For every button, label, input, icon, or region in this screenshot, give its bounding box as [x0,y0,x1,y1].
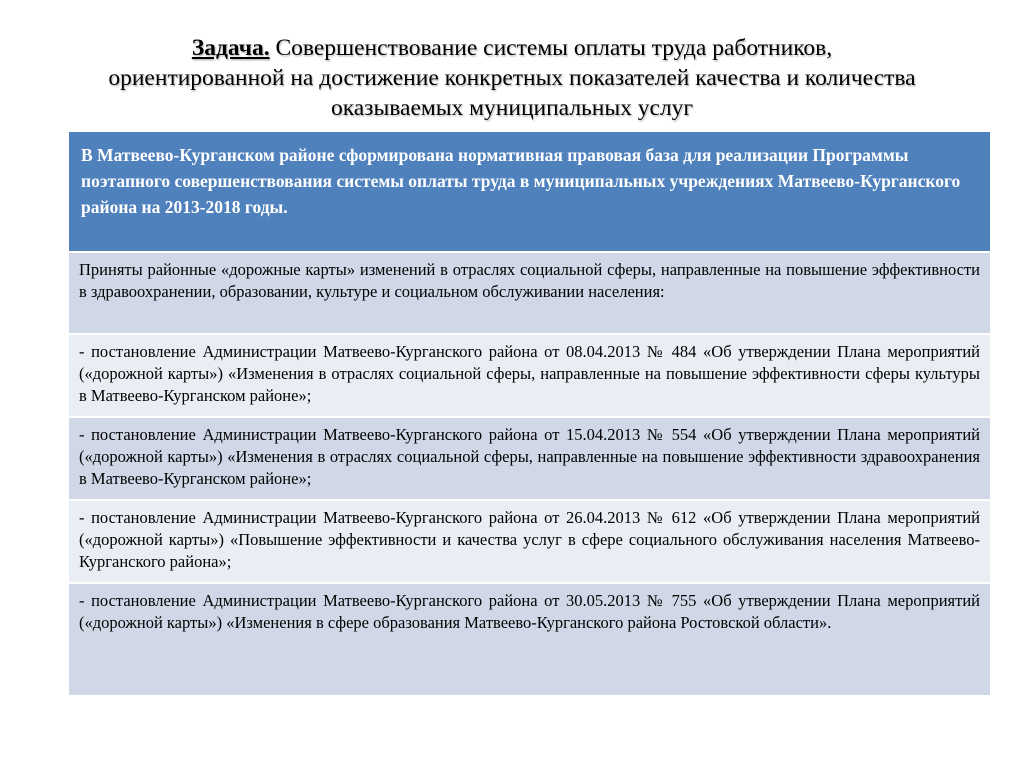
table-cell [69,417,990,500]
table-row [69,417,990,500]
table-cell-text: - постановление Администрации Матвеево-Курганского района от 26.04.2013 № 612 «Об утверждении Плана мероприятий («дорожной карты») «Повышение эффективности и качества услуг в сфере социального обслуживания населения Матвеево-Курганского района»; [79,508,980,571]
table-row [69,334,990,417]
table-cell-text: - постановление Администрации Матвеево-Курганского района от 08.04.2013 № 484 «Об утверждении Плана мероприятий («дорожной карты») «Изменения в отраслях социальной сферы, направленные на повышение эффективности сферы культуры в Матвеево-Курганском районе»; [79,342,980,405]
table-row [69,500,990,583]
task-label: Задача. [191,35,270,61]
table-cell [69,334,990,417]
title-text-1: Совершенствование системы оплаты труда работников, [269,35,833,61]
table-header-row [69,132,990,252]
table-cell-text: Приняты районные «дорожные карты» изменений в отраслях социальной сферы, направленные на повышение эффективности в здравоохранении, образовании, культуре и социальном обслуживании населения: [79,260,980,301]
table-header-cell [69,132,990,252]
table-header-text: В Матвеево-Курганском районе сформирована нормативная правовая база для реализации Программы поэтапного совершенствования системы оплаты труда в муниципальных учреждениях Матвеево-Курганского района на 2013-2018 годы. [81,145,961,217]
table-cell [69,583,990,696]
table-cell [69,500,990,583]
title-line-1 [40,33,984,63]
table-cell-text: - постановление Администрации Матвеево-Курганского района от 30.05.2013 № 755 «Об утверждении Плана мероприятий («дорожной карты») «Изменения в сфере образования Матвеево-Курганского района Ростовской области». [79,591,980,632]
table-row [69,252,990,334]
title-line-2: ориентированной на достижение конкретных показателей качества и количества [108,65,916,91]
table-row [69,583,990,696]
content-table [69,132,990,697]
title-line-3: оказываемых муниципальных услуг [330,95,694,121]
table-cell-text: - постановление Администрации Матвеево-Курганского района от 15.04.2013 № 554 «Об утверждении Плана мероприятий («дорожной карты») «Изменения в отраслях социальной сферы, направленные на повышение эффективности здравоохранения в Матвеево-Курганском районе»; [79,425,980,488]
slide-title [40,33,984,123]
table-cell [69,252,990,334]
